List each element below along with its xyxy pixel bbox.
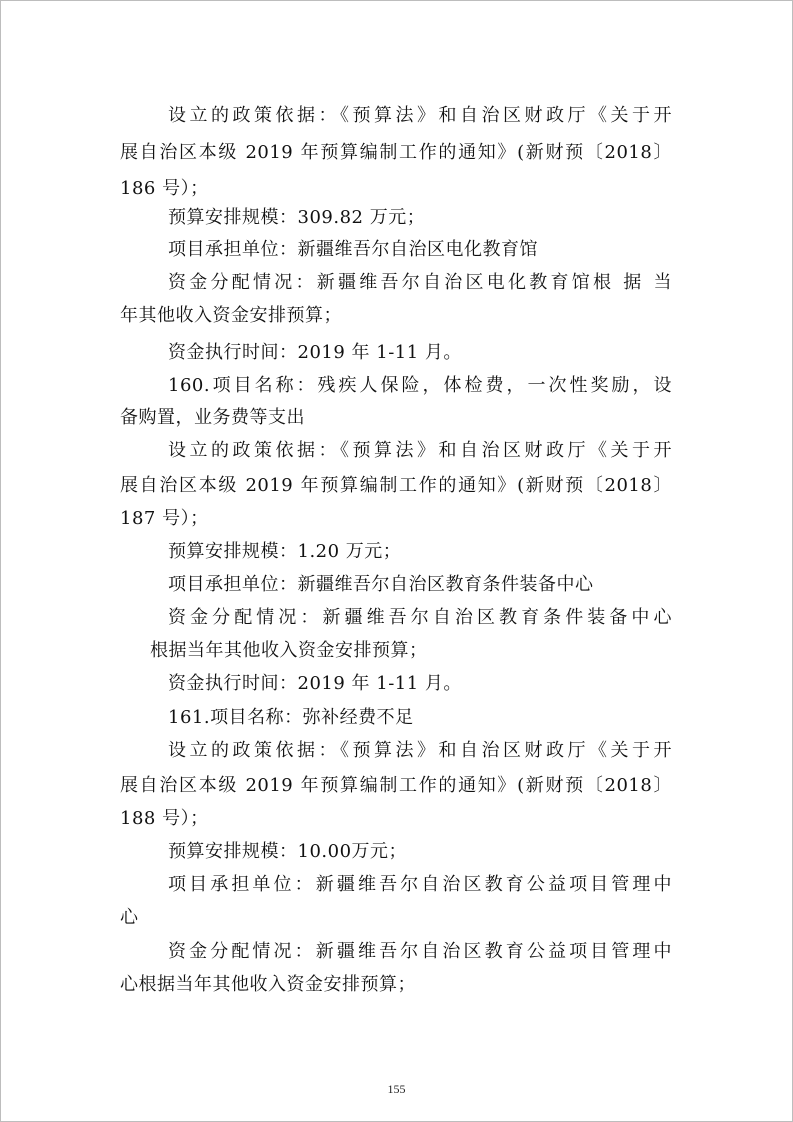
text-line: 项目承担单位：新疆维吾尔自治区教育公益项目管理中 bbox=[168, 874, 672, 895]
text-line: 设立的政策依据：《预算法》和自治区财政厅《关于开 bbox=[168, 740, 672, 761]
page-number: 155 bbox=[387, 1082, 406, 1096]
text-line: 备购置，业务费等支出 bbox=[120, 407, 305, 428]
text-line: 心根据当年其他收入资金安排预算； bbox=[120, 974, 416, 995]
text-line: 展自治区本级 2019 年预算编制工作的通知》(新财预〔2018〕 bbox=[120, 775, 672, 796]
text-line: 年其他收入资金安排预算； bbox=[120, 305, 342, 326]
text-line: 资金执行时间：2019 年 1-11 月。 bbox=[168, 673, 462, 694]
text-line: 预算安排规模：10.00万元； bbox=[168, 841, 408, 862]
text-line: 187 号）； bbox=[120, 508, 209, 529]
text-line: 161.项目名称：弥补经费不足 bbox=[168, 707, 414, 728]
text-line: 资金分配情况：新疆维吾尔自治区教育条件装备中心 bbox=[168, 607, 672, 628]
text-line: 188 号）； bbox=[120, 808, 209, 829]
text-line: 186 号）； bbox=[120, 178, 209, 199]
text-line: 展自治区本级 2019 年预算编制工作的通知》(新财预〔2018〕 bbox=[120, 475, 672, 496]
text-line: 资金分配情况：新疆维吾尔自治区教育公益项目管理中 bbox=[168, 941, 672, 962]
text-line: 资金执行时间：2019 年 1-11 月。 bbox=[168, 342, 462, 363]
text-line: 设立的政策依据：《预算法》和自治区财政厅《关于开 bbox=[168, 105, 672, 126]
text-line: 项目承担单位：新疆维吾尔自治区电化教育馆 bbox=[168, 239, 538, 260]
text-line: 预算安排规模：1.20 万元； bbox=[168, 541, 402, 562]
text-line: 资金分配情况：新疆维吾尔自治区电化教育馆根 据 当 bbox=[168, 272, 672, 293]
text-line: 展自治区本级 2019 年预算编制工作的通知》(新财预〔2018〕 bbox=[120, 142, 672, 163]
text-line: 160.项目名称：残疾人保险，体检费，一次性奖励，设 bbox=[168, 375, 672, 396]
text-line: 心 bbox=[120, 907, 139, 928]
text-line: 项目承担单位：新疆维吾尔自治区教育条件装备中心 bbox=[168, 574, 594, 595]
text-line: 预算安排规模：309.82 万元； bbox=[168, 207, 426, 228]
text-line: 根据当年其他收入资金安排预算； bbox=[150, 640, 428, 661]
text-line: 设立的政策依据：《预算法》和自治区财政厅《关于开 bbox=[168, 440, 672, 461]
